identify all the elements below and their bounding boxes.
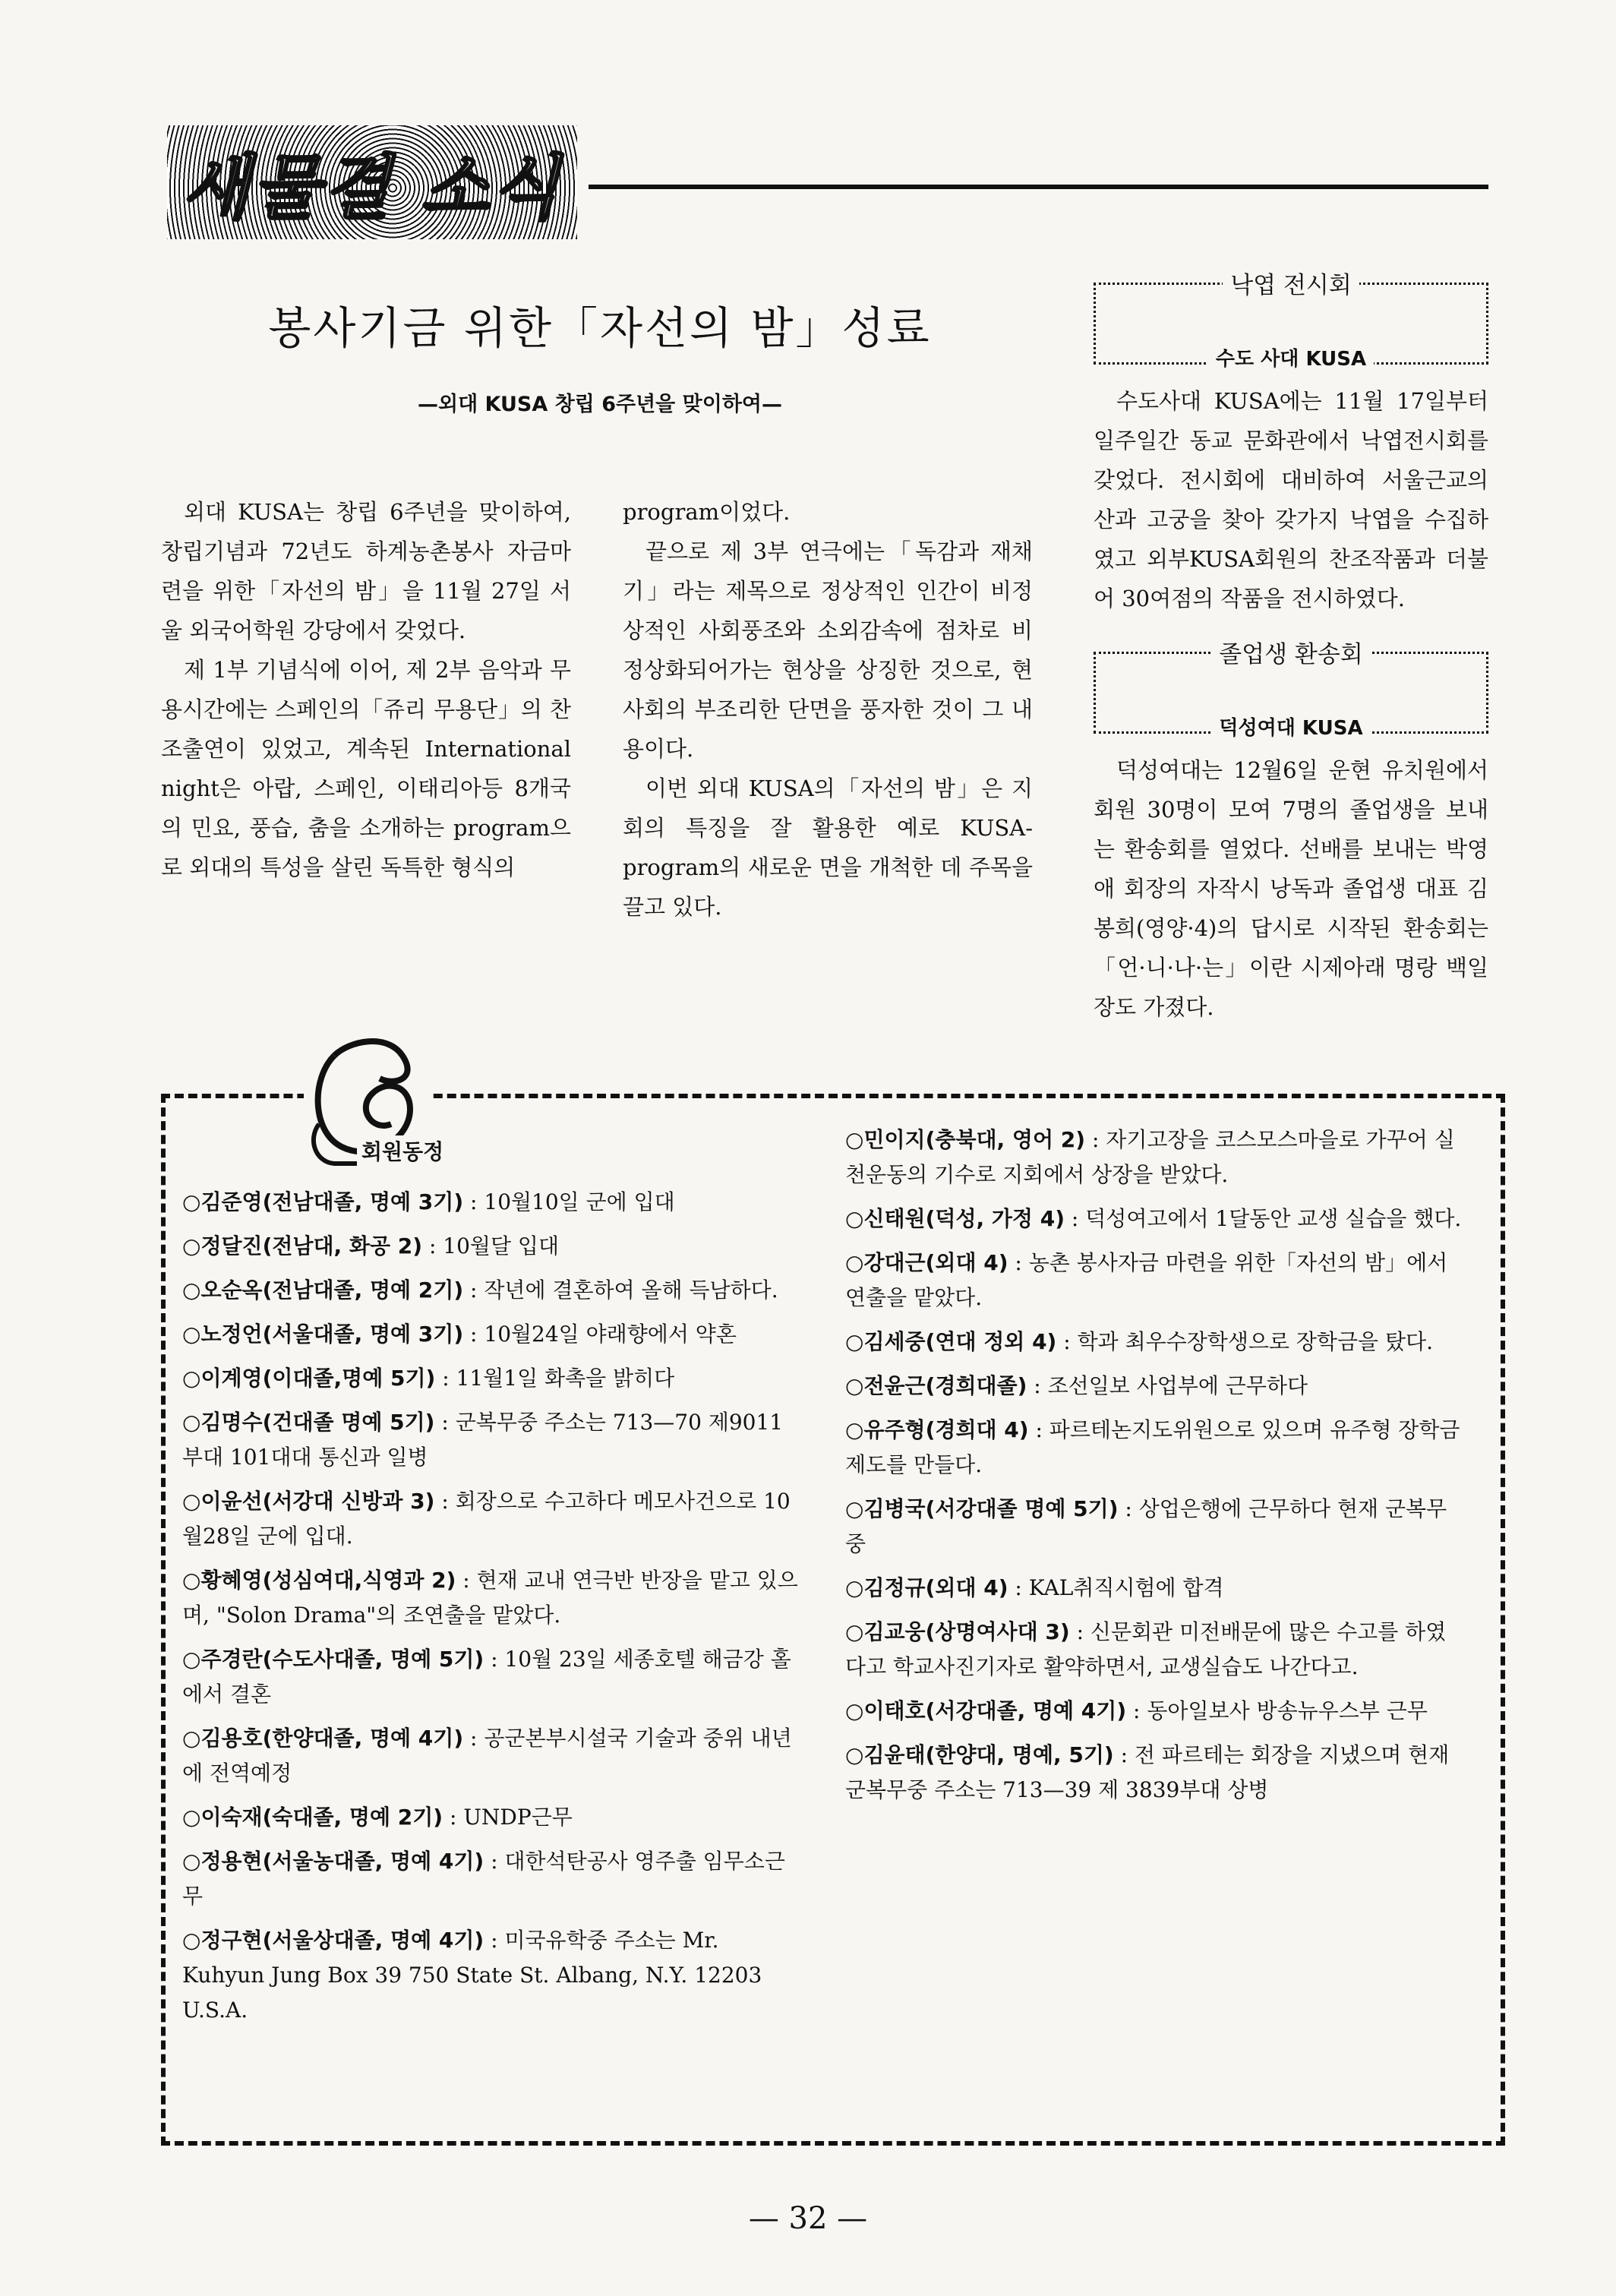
bullet-circle-icon: ○	[182, 1928, 201, 1953]
member-news-text: : KAL취직시험에 합격	[1008, 1575, 1224, 1600]
bullet-circle-icon: ○	[845, 1742, 864, 1767]
member-name: 김용호	[200, 1726, 263, 1751]
member-name: 황혜영	[200, 1568, 263, 1593]
bullet-circle-icon: ○	[182, 1277, 201, 1303]
sidebar-box-title: 낙엽 전시회	[1094, 266, 1488, 300]
member-news-item	[182, 1185, 801, 1220]
member-affiliation: (건대졸 명예 5기)	[262, 1410, 435, 1435]
sidebar-box-subtitle: 덕성여대 KUSA	[1094, 712, 1488, 741]
bullet-circle-icon: ○	[845, 1496, 864, 1521]
member-news-item	[845, 1123, 1464, 1192]
header-rule	[589, 185, 1488, 189]
article-paragraph: 이번 외대 KUSA의「자선의 밤」은 지회의 특징을 잘 활용한 예로 KUSA-program의 새로운 면을 개척한 데 주목을 끌고 있다.	[623, 775, 1033, 920]
member-affiliation: (연대 정외 4)	[925, 1329, 1057, 1354]
bullet-circle-icon: ○	[845, 1373, 864, 1398]
member-affiliation: (전남대졸, 명예 3기)	[262, 1189, 464, 1214]
bullet-circle-icon: ○	[182, 1233, 201, 1259]
member-name: 노정언	[200, 1322, 263, 1347]
sidebar-box-title: 졸업생 환송회	[1094, 635, 1488, 669]
member-news-item	[182, 1923, 801, 2028]
member-name: 김준영	[200, 1189, 263, 1214]
member-affiliation: (서울대졸, 명예 3기)	[262, 1322, 464, 1347]
article-paragraph: 외대 KUSA는 창립 6주년을 맞이하여, 창립기념과 72년도 하계농촌봉사 자금마련을 위한「자선의 밤」을 11월 27일 서울 외국어학원 강당에서 갖었다.	[161, 499, 571, 643]
member-news-item	[845, 1202, 1464, 1236]
member-name: 김윤태	[863, 1742, 926, 1767]
page-number: — 32 —	[748, 2201, 868, 2236]
bullet-circle-icon: ○	[845, 1329, 864, 1354]
member-name: 민이지	[863, 1127, 926, 1152]
member-affiliation: (서울상대졸, 명예 4기)	[262, 1928, 484, 1953]
member-name: 이태호	[863, 1698, 926, 1723]
sidebar-text-farewell	[1094, 750, 1488, 1027]
member-affiliation: (서강대 신방과 3)	[262, 1489, 435, 1514]
bullet-circle-icon: ○	[182, 1647, 201, 1672]
bullet-circle-icon: ○	[845, 1619, 864, 1644]
article-paragraph: 제 1부 기념식에 이어, 제 2부 음악과 무용시간에는 스페인의「쥬리 무용단」의 찬조출연이 있었고, 계속된 International night은 아랍, 스페인, 이태리아등 8개국의 민요, 풍습, 춤을 소개하는 program으로 외대의 특성을 살린 독특한 형식의	[161, 657, 571, 880]
member-news-item	[182, 1844, 801, 1914]
member-news-text: : 10월24일 야래향에서 약혼	[463, 1322, 737, 1347]
article-title: 봉사기금 위한「자선의 밤」성료	[268, 302, 932, 354]
member-news-text: : 10월 23일 세종호텔 해금강 홀에서 결혼	[182, 1647, 791, 1707]
member-affiliation: (이대졸,명예 5기)	[262, 1366, 436, 1391]
member-affiliation: (수도사대졸, 명예 5기)	[262, 1647, 484, 1672]
member-affiliation: (외대 4)	[925, 1575, 1008, 1600]
article-column-middle	[623, 492, 1033, 927]
member-affiliation: (경희대졸)	[925, 1373, 1027, 1398]
member-news-text: : 조선일보 사업부에 근무하다	[1027, 1373, 1308, 1398]
member-affiliation: (상명여사대 3)	[925, 1619, 1070, 1644]
bullet-circle-icon: ○	[182, 1849, 201, 1874]
member-affiliation: (서강대졸 명예 5기)	[925, 1496, 1119, 1521]
member-news-column-left	[182, 1185, 801, 2037]
member-affiliation: (한양대졸, 명예 4기)	[262, 1726, 464, 1751]
member-name: 유주형	[863, 1417, 926, 1442]
article-paragraph: program이었다.	[623, 499, 791, 525]
bullet-circle-icon: ○	[182, 1189, 201, 1214]
member-news-text: : 공군본부시설국 기술과 중위 내년에 전역예정	[182, 1726, 792, 1786]
member-affiliation: (전남대졸, 명예 2기)	[262, 1277, 464, 1303]
article-paragraph: 끝으로 제 3부 연극에는「독감과 재채기」라는 제목으로 정상적인 인간이 비정상적인 사회풍조와 소외감속에 점차로 비정상화되어가는 현상을 상징한 것으로, 현사회의 부조리한 단면을 풍자한 것이 그 내용이다.	[623, 538, 1033, 762]
member-news-text: : 회장으로 수고하다 메모사건으로 10월28일 군에 입대.	[182, 1489, 791, 1549]
member-news-column-right	[845, 1123, 1464, 1817]
member-news-item	[845, 1738, 1464, 1808]
member-news-item	[182, 1800, 801, 1835]
member-news-item	[182, 1317, 801, 1352]
bullet-circle-icon: ○	[182, 1322, 201, 1347]
article-subtitle: —외대 KUSA 창립 6주년을 맞이하여—	[417, 393, 782, 416]
member-news-text: : 10월10일 군에 입대	[463, 1189, 675, 1214]
member-name: 전윤근	[863, 1373, 926, 1398]
member-name: 김명수	[200, 1410, 263, 1435]
member-affiliation: (성심여대,식영과 2)	[262, 1568, 456, 1593]
member-affiliation: (서강대졸, 명예 4기)	[925, 1698, 1127, 1723]
member-news-text: : 11월1일 화촉을 밝히다	[435, 1366, 675, 1391]
sidebar-paragraph: 덕성여대는 12월6일 운현 유치원에서 회원 30명이 모여 7명의 졸업생을 보내는 환송회를 열었다. 선배를 보내는 박영애 회장의 자작시 낭독과 졸업생 대표 김 봉희(영양·4)의 답시로 시작된 환송회는「언·니·나·는」이란 시제아래 명랑 백일장도 가졌다.	[1094, 757, 1488, 1020]
bullet-circle-icon: ○	[182, 1366, 201, 1391]
member-news-item	[845, 1413, 1464, 1483]
sidebar-paragraph: 수도사대 KUSA에는 11월 17일부터 일주일간 동교 문화관에서 낙엽전시회를 갖었다. 전시회에 대비하여 서울근교의 산과 고궁을 찾아 갖가지 낙엽을 수집하였고 외부KUSA회원의 찬조작품과 더불어 30여점의 작품을 전시하였다.	[1094, 388, 1488, 611]
member-news-item	[845, 1492, 1464, 1562]
member-affiliation: (경희대 4)	[925, 1417, 1029, 1442]
member-news-text: : 작년에 결혼하여 올해 득남하다.	[463, 1277, 778, 1303]
member-affiliation: (충북대, 영어 2)	[925, 1127, 1086, 1152]
member-news-item	[182, 1563, 801, 1633]
bullet-circle-icon: ○	[182, 1726, 201, 1751]
member-affiliation: (덕성, 가정 4)	[925, 1206, 1065, 1231]
member-news-text: : 덕성여고에서 1달동안 교생 실습을 했다.	[1065, 1206, 1462, 1231]
article-column-left	[161, 492, 571, 887]
member-news-item	[182, 1642, 801, 1712]
bullet-circle-icon: ○	[182, 1489, 201, 1514]
member-news-text: : 전 파르테는 회장을 지냈으며 현재 군복무중 주소는 713—39 제 3839부대 상병	[845, 1742, 1450, 1802]
bullet-circle-icon: ○	[182, 1410, 201, 1435]
bullet-circle-icon: ○	[845, 1575, 864, 1600]
member-news-text: : 미국유학중 주소는 Mr. Kuhyun Jung Box 39 750 State St. Albang, N.Y. 12203 U.S.A.	[182, 1928, 762, 2023]
member-news-item	[182, 1361, 801, 1396]
member-affiliation: (외대 4)	[925, 1250, 1008, 1275]
member-name: 이계영	[200, 1366, 263, 1391]
member-news-item	[845, 1325, 1464, 1360]
member-name: 신태원	[863, 1206, 926, 1231]
bullet-circle-icon: ○	[182, 1805, 201, 1830]
member-news-item	[845, 1369, 1464, 1404]
member-news-text: : 동아일보사 방송뉴우스부 근무	[1126, 1698, 1428, 1723]
member-news-item	[182, 1405, 801, 1475]
bullet-circle-icon: ○	[845, 1250, 864, 1275]
member-affiliation: (숙대졸, 명예 2기)	[262, 1805, 443, 1830]
member-news-text: : 학과 최우수장학생으로 장학금을 탔다.	[1056, 1329, 1433, 1354]
member-news-text: : UNDP근무	[443, 1805, 573, 1830]
member-news-text: : 군복무중 주소는 713—70 제9011부대 101대대 통신과 일병	[182, 1410, 784, 1470]
bullet-circle-icon: ○	[182, 1568, 201, 1593]
sidebar-text-exhibition	[1094, 381, 1488, 618]
member-news-text: : 자기고장을 코스모스마을로 가꾸어 실천운동의 기수로 지회에서 상장을 받았다.	[845, 1127, 1455, 1187]
section-header-emblem	[167, 125, 577, 239]
member-name: 김병국	[863, 1496, 926, 1521]
member-affiliation: (전남대, 화공 2)	[262, 1233, 423, 1259]
bullet-circle-icon: ○	[845, 1127, 864, 1152]
member-news-text: : 10월달 입대	[422, 1233, 560, 1259]
member-news-item	[845, 1615, 1464, 1685]
bullet-circle-icon: ○	[845, 1417, 864, 1442]
member-news-text: : 대한석탄공사 영주출 임무소근무	[182, 1849, 785, 1909]
member-news-title: 회원동정	[357, 1135, 448, 1166]
section-header	[167, 125, 1488, 239]
member-name: 정달진	[200, 1233, 263, 1259]
bullet-circle-icon: ○	[845, 1206, 864, 1231]
member-name: 주경란	[200, 1647, 263, 1672]
member-name: 김교웅	[863, 1619, 926, 1644]
member-news-item	[845, 1571, 1464, 1606]
bullet-circle-icon: ○	[845, 1698, 864, 1723]
member-news-item	[845, 1694, 1464, 1729]
member-name: 김정규	[863, 1575, 926, 1600]
member-news-text: : 현재 교내 연극반 반장을 맡고 있으며, "Solon Drama"의 조연출을 맡았다.	[182, 1568, 798, 1628]
member-name: 이윤선	[200, 1489, 263, 1514]
sidebar-box-subtitle: 수도 사대 KUSA	[1094, 343, 1488, 371]
member-name: 오순옥	[200, 1277, 263, 1303]
member-name: 정구현	[200, 1928, 263, 1953]
member-name: 강대근	[863, 1250, 926, 1275]
member-name: 이숙재	[200, 1805, 263, 1830]
member-news-text: : 농촌 봉사자금 마련을 위한「자선의 밤」에서 연출을 맡았다.	[845, 1250, 1448, 1310]
member-news-text: : 파르테논지도위원으로 있으며 유주형 장학금 제도를 만들다.	[845, 1417, 1460, 1477]
member-name: 김세중	[863, 1329, 926, 1354]
member-news-text: : 신문회관 미전배문에 많은 수고를 하였다고 학교사진기자로 활약하면서, 교생실습도 나간다고.	[845, 1619, 1447, 1679]
member-news-text: : 상업은행에 근무하다 현재 군복무중	[845, 1496, 1447, 1556]
section-title: 새물결 소식	[181, 147, 563, 229]
member-news-item	[182, 1484, 801, 1554]
member-name: 정용현	[200, 1849, 263, 1874]
member-affiliation: (서울농대졸, 명예 4기)	[262, 1849, 484, 1874]
member-news-item	[182, 1229, 801, 1264]
member-news-item	[182, 1273, 801, 1308]
member-news-item	[182, 1721, 801, 1791]
member-affiliation: (한양대, 명예, 5기)	[925, 1742, 1114, 1767]
member-news-item	[845, 1246, 1464, 1315]
